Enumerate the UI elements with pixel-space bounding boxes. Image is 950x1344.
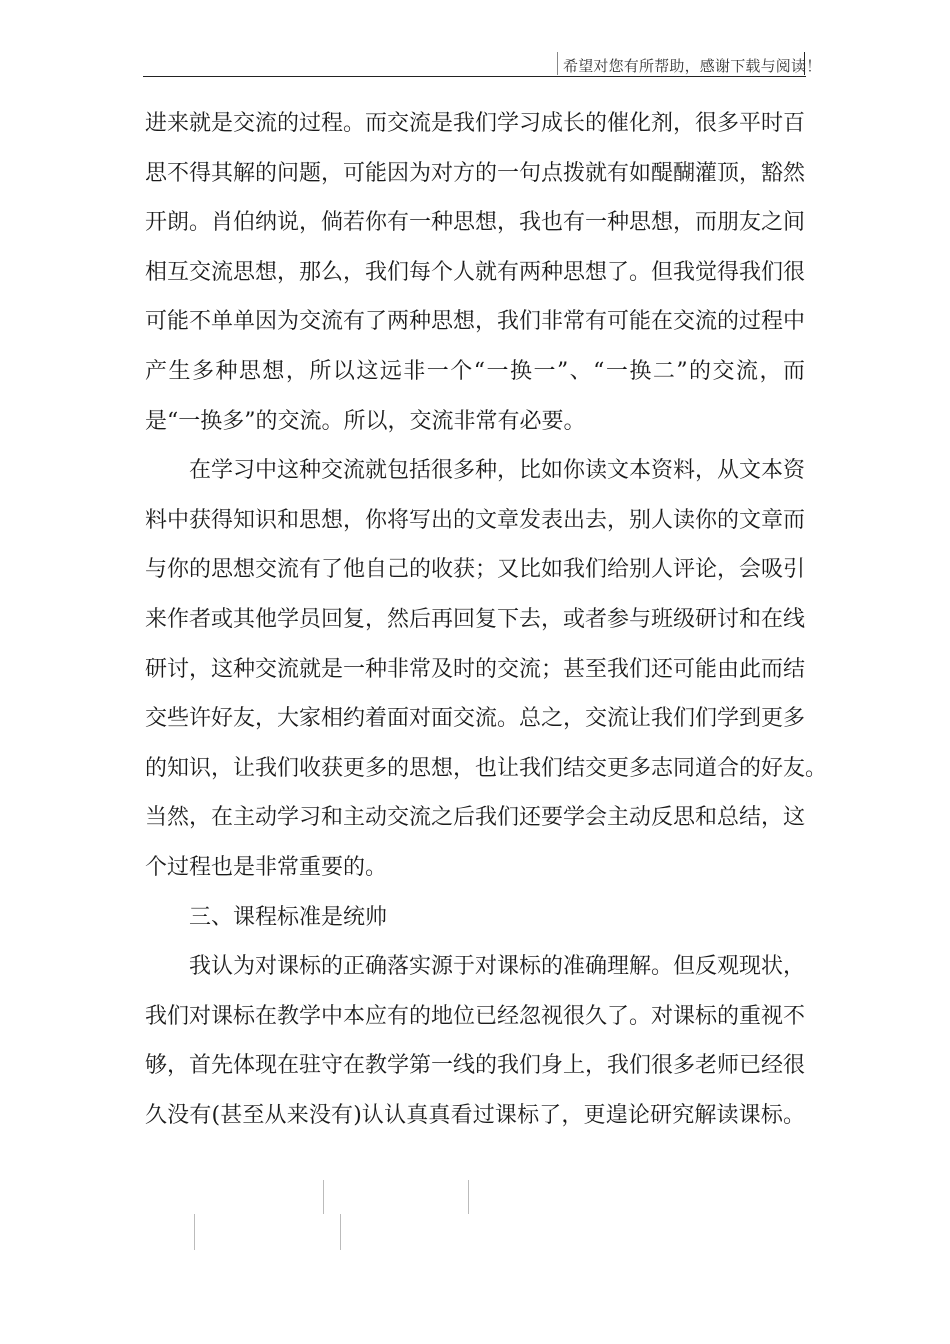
table-border-fragment bbox=[323, 1180, 324, 1214]
body-text-line: 交些许好友，大家相约着面对面交流。总之，交流让我们们学到更多 bbox=[145, 706, 806, 732]
document-body bbox=[145, 99, 828, 1140]
body-text-line: 久没有(甚至从来没有)认认真真看过课标了，更遑论研究解读课标。 bbox=[145, 1102, 805, 1128]
body-text-line: 思不得其解的问题，可能因为对方的一句点拨就有如醍醐灌顶，豁然 bbox=[145, 160, 806, 186]
body-text-line: 是“一换多”的交流。所以，交流非常有必要。 bbox=[145, 408, 586, 434]
body-text-line: 产生多种思想，所以这远非一个“一换一”、“一换二”的交流，而 bbox=[145, 358, 805, 384]
table-border-fragment bbox=[340, 1214, 341, 1250]
body-text-line: 够，首先体现在驻守在教学第一线的我们身上，我们很多老师已经很 bbox=[145, 1053, 806, 1079]
body-text-line: 相互交流思想，那么，我们每个人就有两种思想了。但我觉得我们很 bbox=[145, 259, 806, 285]
header-rule bbox=[143, 76, 806, 77]
body-text-line: 当然，在主动学习和主动交流之后我们还要学会主动反思和总结，这 bbox=[145, 805, 806, 831]
body-text-line: 三、课程标准是统帅 bbox=[189, 904, 388, 930]
body-text-line: 个过程也是非常重要的。 bbox=[145, 854, 388, 880]
body-text-line: 研讨，这种交流就是一种非常及时的交流；甚至我们还可能由此而结 bbox=[145, 656, 806, 682]
table-border-fragment bbox=[468, 1180, 469, 1214]
body-text-line: 来作者或其他学员回复，然后再回复下去，或者参与班级研讨和在线 bbox=[145, 606, 806, 632]
body-text-line: 的知识，让我们收获更多的思想，也让我们结交更多志同道合的好友。 bbox=[145, 755, 828, 781]
body-text-line: 我们对课标在教学中本应有的地位已经忽视很久了。对课标的重视不 bbox=[145, 1003, 806, 1029]
body-text-line: 在学习中这种交流就包括很多种，比如你读文本资料，从文本资 bbox=[189, 458, 806, 484]
body-text-line: 料中获得知识和思想，你将写出的文章发表出去，别人读你的文章而 bbox=[145, 507, 806, 533]
header-note: 希望对您有所帮助，感谢下载与阅读！ bbox=[563, 57, 822, 75]
body-text-line: 开朗。肖伯纳说，倘若你有一种思想，我也有一种思想，而朋友之间 bbox=[145, 210, 806, 236]
body-text-line: 可能不单单因为交流有了两种思想，我们非常有可能在交流的过程中 bbox=[145, 309, 806, 335]
body-text-line: 与你的思想交流有了他自己的收获；又比如我们给别人评论，会吸引 bbox=[145, 557, 806, 583]
body-text-line: 我认为对课标的正确落实源于对课标的准确理解。但反观现状， bbox=[189, 954, 806, 980]
body-text-line: 进来就是交流的过程。而交流是我们学习成长的催化剂，很多平时百 bbox=[145, 111, 806, 136]
table-border-fragment bbox=[194, 1214, 195, 1250]
